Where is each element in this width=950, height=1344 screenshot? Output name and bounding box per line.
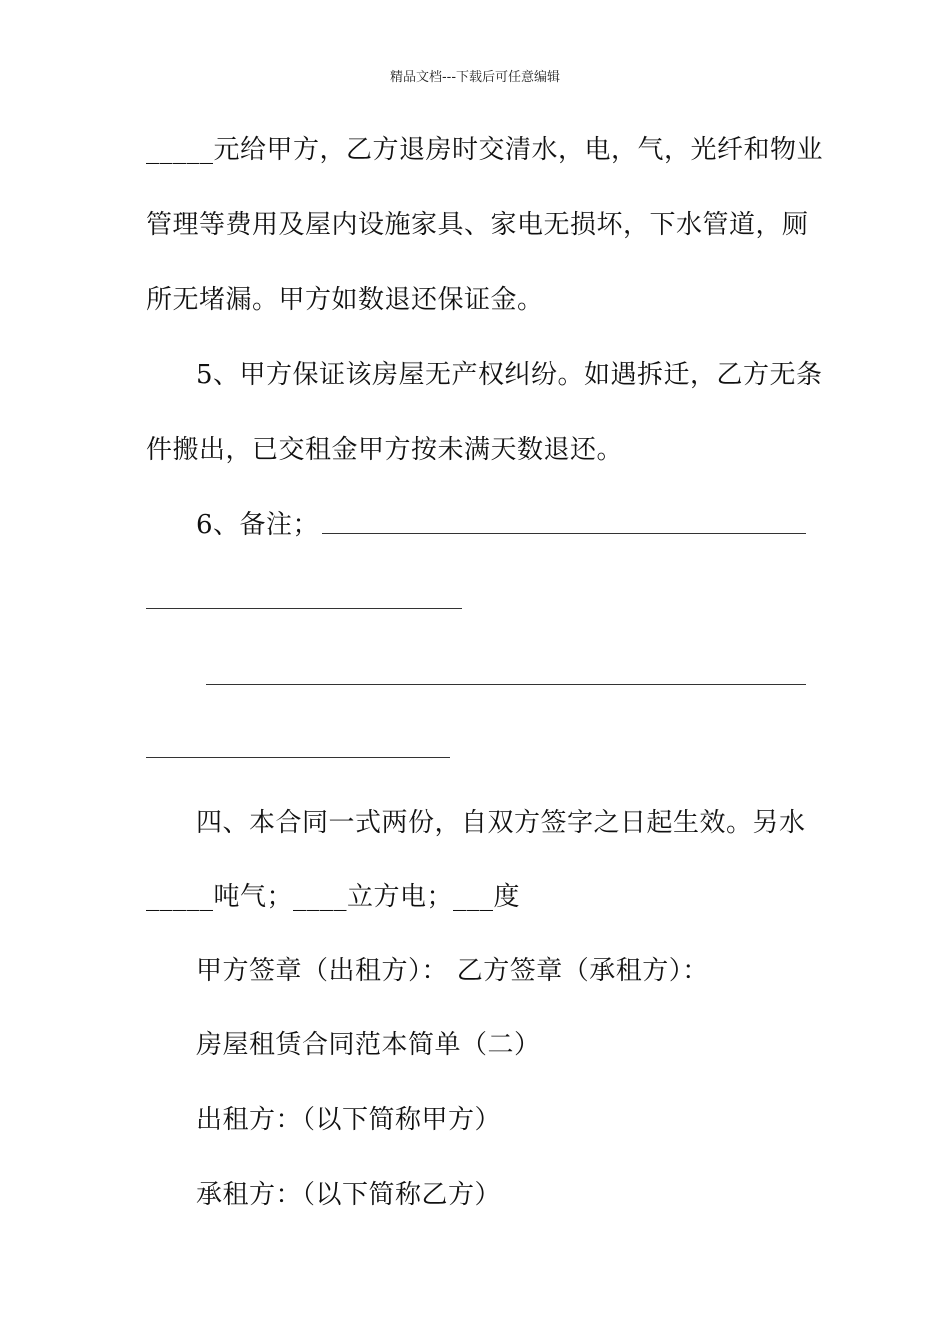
section-4-line-2: _____吨气；____立方电；___度 — [146, 882, 521, 912]
body-line-3: 所无堵漏。甲方如数退还保证金。 — [146, 285, 544, 315]
clause-6-remarks: 6、备注； — [196, 510, 320, 540]
lessor-line: 出租方：（以下简称甲方） — [196, 1105, 502, 1135]
remarks-blank-line-1 — [322, 533, 806, 534]
signature-line: 甲方签章（出租方）： 乙方签章（承租方）： — [196, 956, 709, 986]
body-line-2: 管理等费用及屋内设施家具、家电无损坏，下水管道，厕 — [146, 210, 809, 240]
contract-title-2: 房屋租赁合同范本简单（二） — [196, 1030, 541, 1060]
clause-5-line-1: 5、甲方保证该房屋无产权纠纷。如遇拆迁，乙方无条 — [196, 360, 823, 390]
page-header: 精品文档---下载后可任意编辑 — [389, 70, 561, 85]
remarks-blank-line-3 — [206, 684, 806, 685]
clause-5-line-2: 件搬出，已交租金甲方按未满天数退还。 — [146, 435, 624, 465]
lessee-line: 承租方：（以下简称乙方） — [196, 1180, 502, 1210]
body-line-1: _____元给甲方，乙方退房时交清水，电，气，光纤和物业 — [146, 135, 824, 165]
section-4-line-1: 四、本合同一式两份，自双方签字之日起生效。另水 — [196, 808, 806, 838]
remarks-blank-line-4 — [146, 757, 450, 758]
remarks-blank-line-2 — [146, 608, 462, 609]
